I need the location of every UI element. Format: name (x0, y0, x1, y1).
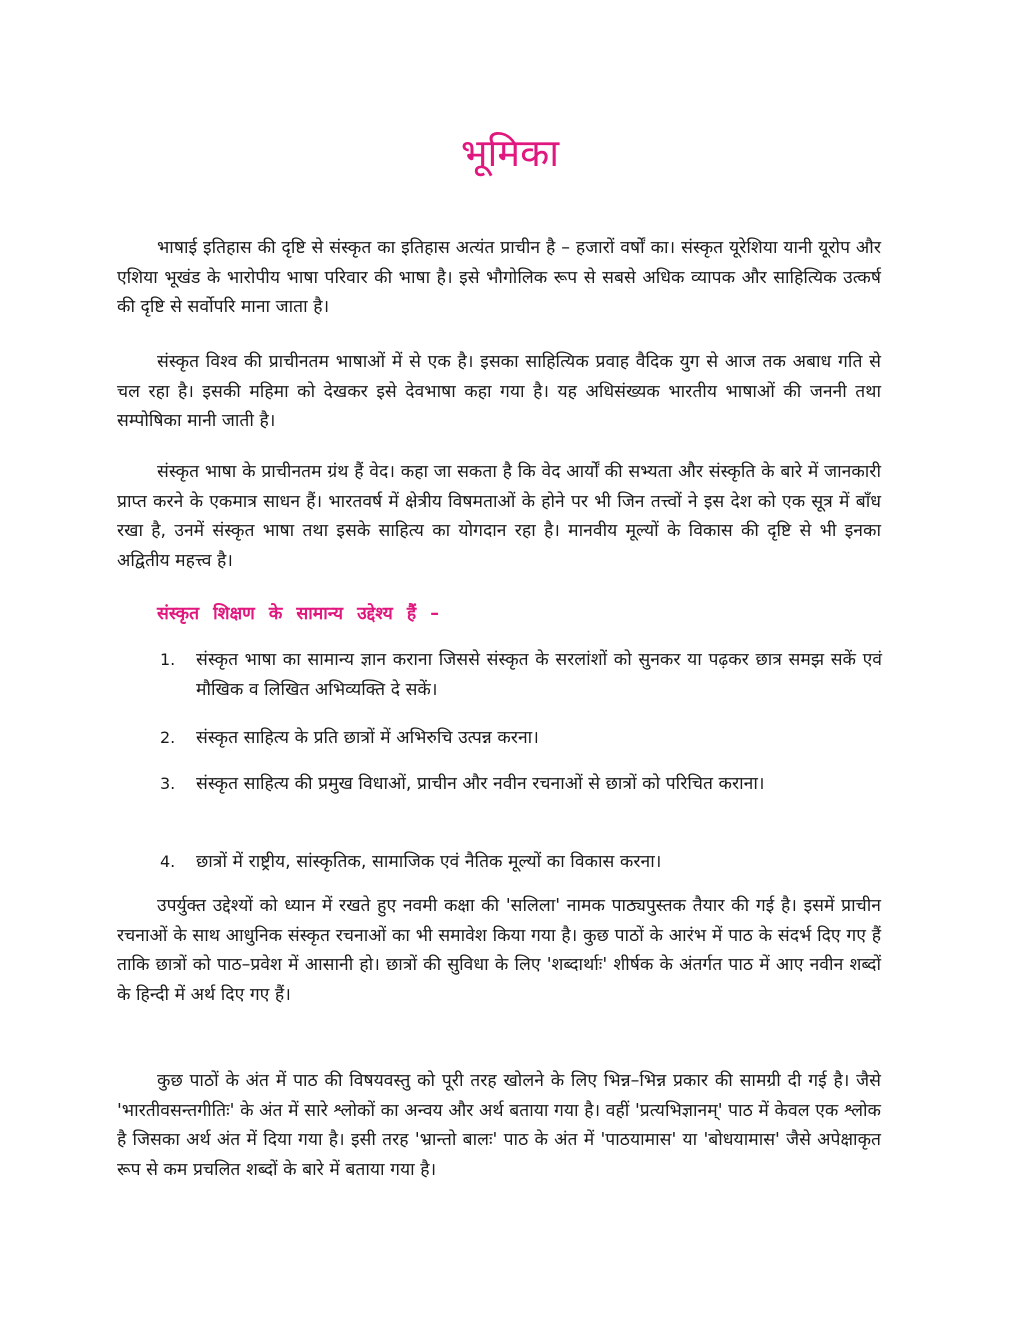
closing-paragraph-2 (117, 1067, 881, 1185)
paragraph-text: उपर्युक्त उद्देश्यों को ध्यान में रखते हुए नवमी कक्षा की 'सलिला' नामक पाठ्यपुस्तक तैयार की गई है। इसमें प्राचीन रचनाओं के साथ आधुनिक संस्कृत रचनाओं का भी समावेश किया गया है। कुछ पाठों के आरंभ में पाठ के संदर्भ दिए गए हैं ताकि छात्रों को पाठ–प्रवेश में आसानी हो। छात्रों की सुविधा के लिए 'शब्दार्थाः' शीर्षक के अंतर्गत पाठ में आए नवीन शब्दों के हिन्दी में अर्थ दिए गए हैं। (117, 896, 881, 1005)
objectives-list-item-1 (160, 645, 882, 705)
paragraph-text: संस्कृत विश्व की प्राचीनतम भाषाओं में से एक है। इसका साहित्यिक प्रवाह वैदिक युग से आज तक अबाध गति से चल रहा है। इसकी महिमा को देखकर इसे देवभाषा कहा गया है। यह अधिसंख्यक भारतीय भाषाओं की जननी तथा सम्पोषिका मानी जाती है। (117, 352, 881, 432)
list-item (160, 645, 882, 705)
list-number: 2. (160, 728, 176, 747)
list-item (160, 723, 882, 753)
intro-paragraph-1 (117, 234, 881, 323)
list-item-text: संस्कृत साहित्य के प्रति छात्रों में अभिरुचि उत्पन्न करना। (196, 728, 539, 748)
objectives-list-item-2 (160, 723, 882, 753)
list-item (160, 847, 882, 877)
list-item (160, 769, 882, 799)
paragraph-text: कुछ पाठों के अंत में पाठ की विषयवस्तु को पूरी तरह खोलने के लिए भिन्न–भिन्न प्रकार की सामग्री दी गई है। जैसे 'भारतीवसन्तगीतिः' के अंत में सारे श्लोकों का अन्वय और अर्थ बताया गया है। वहीं 'प्रत्यभिज्ञानम्' पाठ में केवल एक श्लोक है जिसका अर्थ अंत में दिया गया है। इसी तरह 'भ्रान्तो बालः' पाठ के अंत में 'पाठयामास' या 'बोधयामास' जैसे अपेक्षाकृत रूप से कम प्रचलित शब्दों के बारे में बताया गया है। (117, 1071, 881, 1180)
page-title: भूमिका (460, 131, 560, 175)
closing-paragraph-1 (117, 892, 881, 1010)
list-item-text: संस्कृत साहित्य की प्रमुख विधाओं, प्राचीन और नवीन रचनाओं से छात्रों को परिचित कराना। (196, 774, 765, 794)
list-number: 1. (160, 650, 176, 669)
list-item-text: संस्कृत भाषा का सामान्य ज्ञान कराना जिससे संस्कृत के सरलांशों को सुनकर या पढ़कर छात्र समझ सकें एवं मौखिक व लिखित अभिव्यक्ति दे सकें। (196, 650, 882, 700)
objectives-heading: संस्कृत शिक्षण के सामान्य उद्देश्य हैं – (157, 604, 440, 624)
paragraph-text: भाषाई इतिहास की दृष्टि से संस्कृत का इतिहास अत्यंत प्राचीन है – हजारों वर्षों का। संस्कृत यूरेशिया यानी यूरोप और एशिया भूखंड के भारोपीय भाषा परिवार की भाषा है। इसे भौगोलिक रूप से सबसे अधिक व्यापक और साहित्यिक उत्कर्ष की दृष्टि से सर्वोपरि माना जाता है। (117, 238, 881, 318)
list-number: 3. (160, 774, 176, 793)
list-item-text: छात्रों में राष्ट्रीय, सांस्कृतिक, सामाजिक एवं नैतिक मूल्यों का विकास करना। (196, 852, 662, 872)
list-number: 4. (160, 852, 176, 871)
paragraph-text: संस्कृत भाषा के प्राचीनतम ग्रंथ हैं वेद। कहा जा सकता है कि वेद आर्यों की सभ्यता और संस्कृति के बारे में जानकारी प्राप्त करने के एकमात्र साधन हैं। भारतवर्ष में क्षेत्रीय विषमताओं के होने पर भी जिन तत्त्वों ने इस देश को एक सूत्र में बाँध रखा है, उनमें संस्कृत भाषा तथा इसके साहित्य का योगदान रहा है। मानवीय मूल्यों के विकास की दृष्टि से भी इनका अद्वितीय महत्त्व है। (117, 462, 881, 571)
intro-paragraph-3 (117, 458, 881, 576)
objectives-list-item-3 (160, 769, 882, 799)
intro-paragraph-2 (117, 348, 881, 437)
objectives-list-item-4 (160, 847, 882, 877)
